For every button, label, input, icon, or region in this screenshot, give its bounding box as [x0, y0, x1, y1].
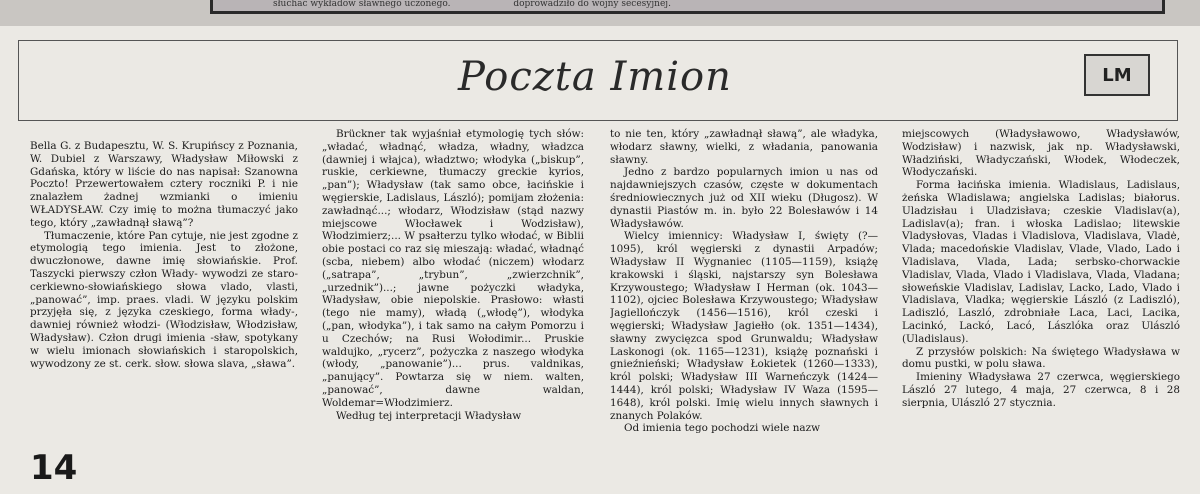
paragraph: to nie ten, który „zawładnął sławą”, ale władyka, włodarz sławny, wielki, z władania, panowania sławny.	[610, 128, 878, 166]
text-column-4	[902, 128, 1180, 473]
header-bottom-rule	[18, 120, 1178, 121]
paragraph: Brückner tak wyjaśniał etymologię tych słów: „władać, władnąć, władza, władny, władzca (dawniej i włajca), władztwo; włodyka („biskup”, ruskie, cerkiewne, tłumaczy greckie kyrios, „pan”); Władysław (tak samo obce, łacińskie i węgierskie, Ladislaus, László); pomijam złożenia: zawładnąć...; włodarz, Włodzisław (stąd nazwy miejscowe Włocławek i Wodzisław), Włodzimierz;... W psałterzu tylko włodać, w Biblii obie postaci co raz się mieszają: władać, władnąć (scba, niebem) albo włodać (niczem) włodarz („satrapa”, „trybun”, „zwierzchnik”, „urzednik”)...; jawne pożyczki władyka, Władysław, obie niepolskie. Prasłowo: własti (tego nie mamy), władą („włodę”), włodyka („pan, włodyka”), i tak samo na całym Pomorzu i u Czechów; na Rusi Wołodimir... Pruskie waldujko, „rycerz”, pożyczka z naszego włodyka (włody, „panowanie”)... prus. valdnikas, „panujący”. Powtarza się w niem. walten, „panować”, dawne waldan, Woldemar=Włodzimierz.	[322, 128, 584, 409]
paragraph: Z przysłów polskich: Na świętego Władysława w domu pustki, w polu sława.	[902, 345, 1180, 371]
paragraph: Według tej interpretacji Władysław	[336, 409, 522, 422]
previous-article-panel	[210, 0, 1165, 14]
page-number: 14	[30, 448, 78, 488]
text-column-2	[322, 128, 584, 473]
paragraph: Imieniny Władysława 27 czerwca, węgierskiego László 27 lutego, 4 maja, 27 czerwca, 8 i 28 sierpnia, Ulászló 27 stycznia.	[902, 371, 1180, 409]
header-right-rule	[1177, 40, 1178, 120]
previous-article-fragment-right: doprowadziło do wojny secesyjnej.	[513, 0, 671, 9]
header-left-rule	[18, 40, 19, 120]
previous-article-fragment-left: słuchać wykładów sławnego uczonego.	[273, 0, 451, 9]
paragraph: Wielcy imiennicy: Władysław I, święty (?—1095), król węgierski z dynastii Arpadów; Władysław II Wygnaniec (1105—1159), książę krakowski i śląski, najstarszy syn Bolesława Krzywoustego; Władysław I Herman (ok. 1043—1102), ojciec Bolesława Krzywoustego; Władysław Jagiellończyk (1456—1516), król czeski i węgierski; Władysław Jagiełło (ok. 1351—1434), sławny zwycięzca spod Grunwaldu; Władysław Laskonogi (ok. 1165—1231), książę poznański i gnieźnieński; Władysław Łokietek (1260—1333), król polski; Władysław III Warneńczyk (1424—1444), król polski; Władysław IV Waza (1595—1648), król polski. Imię wielu innych sławnych i znanych Polaków.	[610, 230, 878, 422]
section-header	[18, 40, 1178, 120]
article-body	[30, 128, 1190, 473]
text-column-3	[610, 128, 878, 473]
paragraph: miejscowych (Władysławowo, Władysławów, Wodzisław) i nazwisk, jak np. Władysławski, Władziński, Władyczański, Włodek, Włodeczek, Włodyczański.	[902, 128, 1180, 179]
paragraph: Jedno z bardzo popularnych imion u nas od najdawniejszych czasów, częste w dokumentach średniowiecznych już od XII wieku (Długosz). W dynastii Piastów m. in. było 22 Bolesławów i 14 Władysławów.	[610, 166, 878, 230]
section-title: Poczta Imion	[458, 54, 732, 100]
header-top-rule	[18, 40, 1178, 41]
paragraph: Forma łacińska imienia. Wladislaus, Ladislaus, żeńska Wladislawa; angielska Ladislas; białorus. Uladzisłau i Uladzisłava; czeskie Vladislav(a), Ladislav(a); fran. i włoska Ladislao; litewskie Vladysłovas, Vladas i Vladislova, Vladislava, Vladė, Vlada; macedońskie Vladislav, Vlade, Vlado, Lado i Vladislava, Vlada, Lada; serbsko-chorwackie Vladislav, Vlada, Vlado i Vladislava, Vlada, Vladana; słoweńskie Vladislav, Ladislav, Lacko, Lado, Vlado i Vladislava, Vladka; węgierskie László (z Ladiszló), Ladiszló, Laszló, zdrobniałe Laca, Laci, Lacika, Lacinkó, Lackó, Lacó, Lászlóka oraz Ulászló (Uladislaus).	[902, 179, 1180, 345]
magazine-logo: LM	[1084, 54, 1150, 96]
paragraph: Od imienia tego pochodzi wiele nazw	[624, 422, 820, 435]
paragraph: Tłumaczenie, które Pan cytuje, nie jest zgodne z etymologią tego imienia. Jest to złożone, dwuczłonowe, dawne imię słowiańskie. Prof. Taszycki pierwszy człon Włady- wywodzi ze staro-cerkiewno-słowiańskiego słowa vlado, vlasti, „panować”, imp. praes. vladi. W języku polskim przyjęła się, z języka czeskiego, forma włady-, dawniej również włodzi- (Włodzisław, Włodzisław, Władysław). Człon drugi imienia -sław, spotykany w wielu imionach słowiańskich i staropolskich, wywodzony ze st. cerk. słow. słowa slava, „sława”.	[30, 229, 298, 370]
paragraph: Bella G. z Budapesztu, W. S. Krupińscy z Poznania, W. Dubiel z Warszawy, Władysław Miłowski z Gdańska, który w liście do nas napisał: Szanowna Poczto! Przewertowałem cztery roczniki P. i nie znalazłem żadnej wzmianki o imieniu WŁADYSŁAW. Czy imię to można tłumaczyć jako tego, który „zawładnął sławą”?	[30, 140, 298, 229]
top-strip	[0, 0, 1200, 26]
text-column-1	[30, 140, 298, 485]
